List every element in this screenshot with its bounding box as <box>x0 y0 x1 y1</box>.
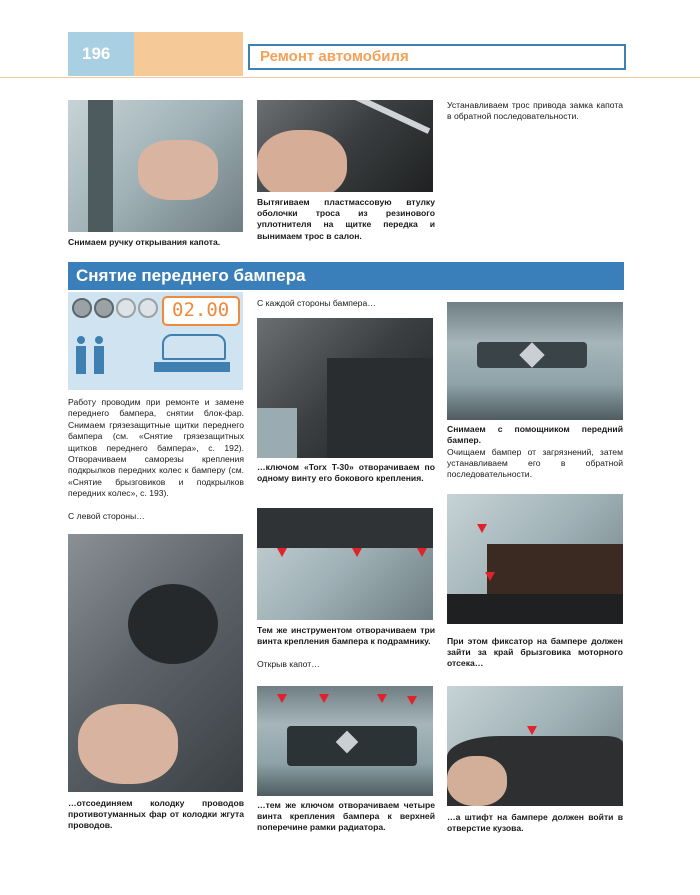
photo-torx-screw <box>257 318 433 458</box>
photo-radiator-screws <box>257 686 433 796</box>
caption-3: Устанавливаем трос привода замка капота в обратной последовательности. <box>447 100 623 122</box>
intro-each-side: С каждой стороны бампера… <box>257 298 376 308</box>
header-rule <box>0 77 700 78</box>
two-person-icon <box>74 336 108 376</box>
caption-5-rest: Очищаем бампер от загрязнений, затем устанавливаем его в обратной последовательности. <box>447 447 623 480</box>
photo-subframe-screws <box>257 508 433 620</box>
car-lift-icon <box>154 332 234 378</box>
tool-icon <box>116 298 136 318</box>
caption-7: При этом фиксатор на бампере должен зайти за край брызговика моторного отсека… <box>447 636 623 669</box>
nut-icon <box>72 298 92 318</box>
tool-icon <box>138 298 158 318</box>
caption-6-rest: Открыв капот… <box>257 659 320 669</box>
caption-9: …тем же ключом отворачиваем четыре винта крепления бампера к верхней поперечине рамки радиатора. <box>257 800 435 833</box>
photo-hood-handle <box>68 100 243 232</box>
header-bar <box>68 32 624 76</box>
nut-icon <box>94 298 114 318</box>
info-box <box>68 292 243 390</box>
caption-1: Снимаем ручку открывания капота. <box>68 237 221 247</box>
caption-8: …отсоединяем колодку проводов противотуманных фар от колодки жгута проводов. <box>68 798 244 831</box>
photo-front-bumper <box>447 302 623 420</box>
caption-10: …а штифт на бампере должен войти в отверстие кузова. <box>447 812 623 834</box>
section-heading: Снятие переднего бампера <box>76 266 306 285</box>
photo-bumper-pin <box>447 686 623 806</box>
caption-4: …ключом «Torx T-30» отворачиваем по одному винту его бокового крепления. <box>257 462 435 484</box>
body-text: Работу проводим при ремонте и замене переднего бампера, снятии блок-фар. Снимаем грязезащитные щитки переднего бампера (см. «Снятие грязезащитных щитков переднего бампера», с. 192). Отворачиваем саморезы крепления подкрылков передних колес к бамперу (см. «Снятие брызговиков и подкрылков передних колес», с. 193). <box>68 397 244 499</box>
photo-fog-connector <box>68 534 243 792</box>
left-side-label: С левой стороны… <box>68 511 145 521</box>
caption-2: Вытягиваем пластмассовую втулку оболочки троса из резинового уплотнителя на щитке передка и вынимаем трос в салон. <box>257 197 435 241</box>
time-display: 02.00 <box>172 299 230 321</box>
header-orange-box <box>134 32 243 76</box>
page-number: 196 <box>82 44 111 63</box>
photo-cable-sleeve <box>257 100 433 192</box>
photo-bumper-latch <box>447 494 623 624</box>
caption-6-bold: Тем же инструментом отворачиваем три винта крепления бампера к подрамнику. <box>257 625 435 647</box>
section-title: Ремонт автомобиля <box>260 48 409 65</box>
caption-5-bold: Снимаем с помощником передний бампер. <box>447 424 623 446</box>
